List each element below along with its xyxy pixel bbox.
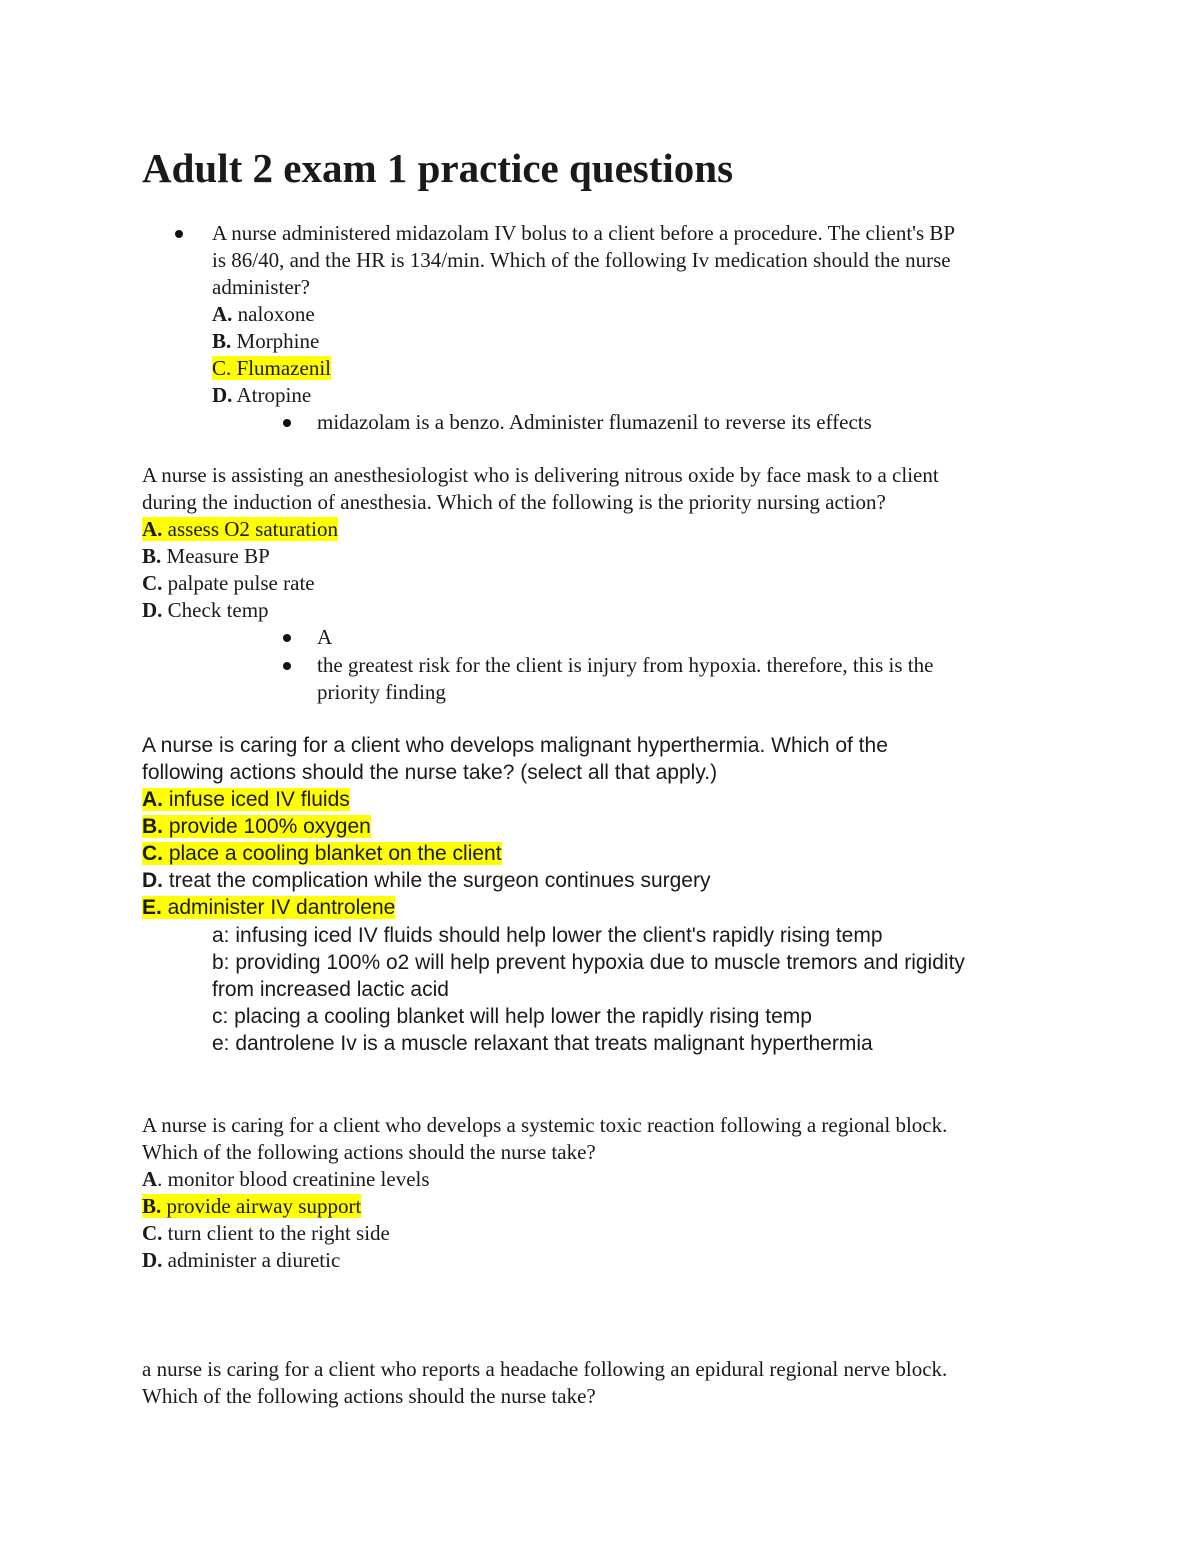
page-title: Adult 2 exam 1 practice questions xyxy=(142,145,734,191)
rationale-text: b: providing 100% o2 will help prevent hypoxia due to muscle tremors and rigidity xyxy=(212,951,965,974)
question-1-rationale xyxy=(317,409,872,436)
question-3-rationale xyxy=(212,922,965,1057)
option-a-correct: A. assess O2 saturation xyxy=(142,517,338,541)
question-1 xyxy=(212,220,955,409)
option-d: D. treat the complication while the surgeon continues surgery xyxy=(142,869,711,892)
question-4 xyxy=(142,1112,947,1274)
option-c-correct: C. Flumazenil xyxy=(212,356,331,380)
question-2-rationale xyxy=(317,652,933,706)
question-2 xyxy=(142,462,939,624)
option-e-correct: E. administer IV dantrolene xyxy=(142,896,396,919)
question-2-line: during the induction of anesthesia. Which of the following is the priority nursing action? xyxy=(142,490,886,514)
question-3-line: A nurse is caring for a client who develops malignant hyperthermia. Which of the xyxy=(142,734,888,757)
question-5-line: a nurse is caring for a client who reports a headache following an epidural regional nerve block. xyxy=(142,1357,948,1381)
option-c: C. turn client to the right side xyxy=(142,1221,390,1245)
question-1-line: A nurse administered midazolam IV bolus to a client before a procedure. The client's BP xyxy=(212,221,956,245)
option-a: A. monitor blood creatinine levels xyxy=(142,1167,430,1191)
question-1-line: is 86/40, and the HR is 134/min. Which of the following Iv medication should the nurse xyxy=(212,248,951,272)
question-1-line: administer? xyxy=(212,275,310,299)
question-5 xyxy=(142,1356,947,1410)
answer-text: A xyxy=(317,625,333,649)
bullet-icon xyxy=(283,662,291,670)
question-4-line: Which of the following actions should the nurse take? xyxy=(142,1140,596,1164)
rationale-text: e: dantrolene Iv is a muscle relaxant that treats malignant hyperthermia xyxy=(212,1032,873,1055)
option-d: D. Check temp xyxy=(142,598,269,622)
option-b: B. Measure BP xyxy=(142,544,270,568)
rationale-text: midazolam is a benzo. Administer flumazenil to reverse its effects xyxy=(317,410,872,434)
question-3 xyxy=(142,732,888,921)
rationale-text: a: infusing iced IV fluids should help lower the client's rapidly rising temp xyxy=(212,924,883,947)
bullet-icon xyxy=(283,634,291,642)
option-c: C. palpate pulse rate xyxy=(142,571,315,595)
option-a: A. naloxone xyxy=(212,302,315,326)
option-d: D. administer a diuretic xyxy=(142,1248,341,1272)
option-d: D. Atropine xyxy=(212,383,312,407)
bullet-icon xyxy=(175,230,183,238)
option-c-correct: C. place a cooling blanket on the client xyxy=(142,842,502,865)
option-b-correct: B. provide airway support xyxy=(142,1194,362,1218)
rationale-text: c: placing a cooling blanket will help lower the rapidly rising temp xyxy=(212,1005,812,1028)
question-3-line: following actions should the nurse take? (select all that apply.) xyxy=(142,761,718,784)
question-2-line: A nurse is assisting an anesthesiologist who is delivering nitrous oxide by face mask to a client xyxy=(142,463,939,487)
bullet-icon xyxy=(283,419,291,427)
option-b: B. Morphine xyxy=(212,329,320,353)
option-b-correct: B. provide 100% oxygen xyxy=(142,815,371,838)
rationale-text: the greatest risk for the client is injury from hypoxia. therefore, this is the xyxy=(317,653,934,677)
question-4-line: A nurse is caring for a client who develops a systemic toxic reaction following a regional block. xyxy=(142,1113,948,1137)
rationale-text: priority finding xyxy=(317,680,446,704)
rationale-text: from increased lactic acid xyxy=(212,978,449,1001)
option-a-correct: A. infuse iced IV fluids xyxy=(142,788,350,811)
question-2-answer xyxy=(317,624,332,651)
question-5-line: Which of the following actions should the nurse take? xyxy=(142,1384,596,1408)
